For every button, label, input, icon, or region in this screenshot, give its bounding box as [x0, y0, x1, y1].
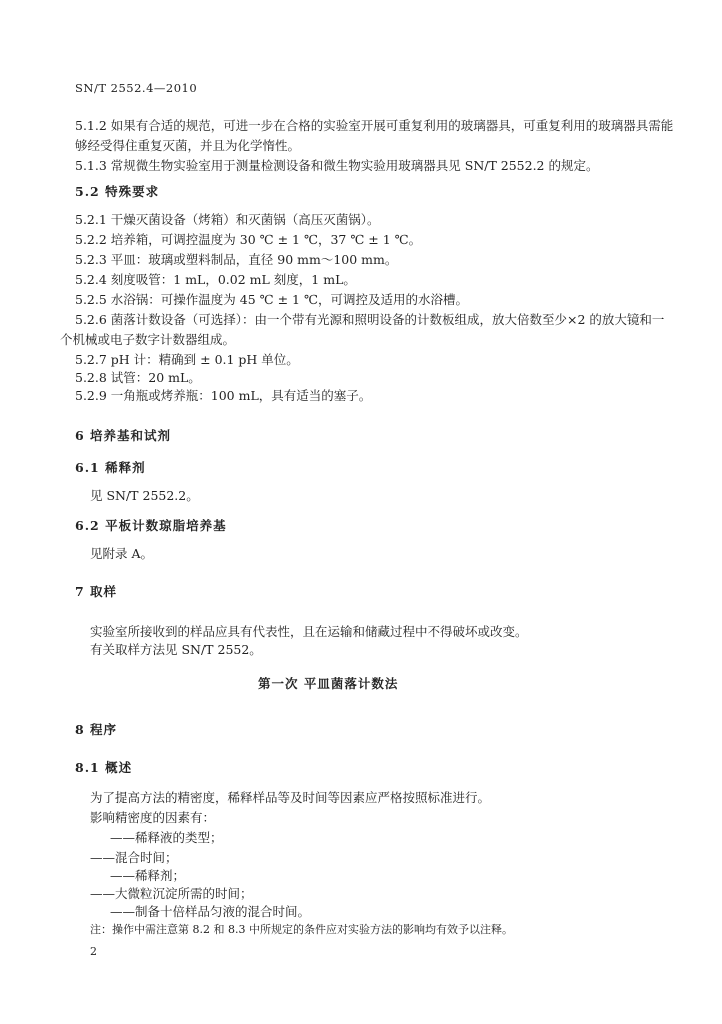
item-5-2-4: 5.2.4 刻度吸管：1 mL，0.02 mL 刻度，1 mL。	[75, 272, 356, 287]
item-5-2-2: 5.2.2 培养箱，可调控温度为 30 ℃ ± 1 ℃，37 ℃ ± 1 ℃。	[75, 232, 422, 247]
heading-8-1: 8.1 概述	[75, 760, 133, 775]
para-5-1-2-line2: 够经受得住重复灭菌，并且为化学惰性。	[75, 138, 301, 153]
item-5-2-3: 5.2.3 平皿：玻璃或塑料制品，直径 90 mm～100 mm。	[75, 252, 398, 267]
heading-6: 6 培养基和试剂	[75, 428, 172, 443]
heading-6-2: 6.2 平板计数琼脂培养基	[75, 518, 227, 533]
factor-item: ——制备十倍样品匀液的混合时间。	[110, 904, 311, 919]
heading-8: 8 程序	[75, 722, 118, 737]
para-6-1: 见 SN/T 2552.2。	[90, 488, 199, 503]
factor-item: ——混合时间；	[90, 850, 178, 865]
item-5-2-5: 5.2.5 水浴锅：可操作温度为 45 ℃ ± 1 ℃，可调控及适用的水浴槽。	[75, 292, 468, 307]
para-8-1-factors: 影响精密度的因素有：	[90, 810, 216, 825]
para-5-1-3: 5.1.3 常规微生物实验室用于测量检测设备和微生物实验用玻璃器具见 SN/T 2552.2 的规定。	[75, 158, 599, 173]
item-5-2-1: 5.2.1 干燥灭菌设备（烤箱）和灭菌锅（高压灭菌锅）。	[75, 212, 380, 227]
heading-7: 7 取样	[75, 584, 118, 599]
header-code: SN/T 2552.4—2010	[75, 81, 198, 95]
note: 注：操作中需注意第 8.2 和 8.3 中所规定的条件应对实验方法的影响均有效予以注释。	[90, 923, 513, 936]
para-5-1-2-line1: 5.1.2 如果有合适的规范，可进一步在合格的实验室开展可重复利用的玻璃器具，可重复利用的玻璃器具需能	[75, 118, 674, 133]
para-7-line2: 有关取样方法见 SN/T 2552。	[90, 642, 262, 657]
item-5-2-7: 5.2.7 pH 计：精确到 ± 0.1 pH 单位。	[75, 352, 299, 367]
factor-item: ——大微粒沉淀所需的时间；	[90, 886, 253, 901]
item-5-2-6-line2: 个机械或电子数字计数器组成。	[60, 332, 236, 347]
factor-item: ——稀释剂；	[110, 868, 186, 883]
heading-6-1: 6.1 稀释剂	[75, 460, 146, 475]
factor-item: ——稀释液的类型；	[110, 830, 223, 845]
item-5-2-9: 5.2.9 一角瓶或烤养瓶：100 mL，具有适当的塞子。	[75, 388, 372, 403]
part-title: 第一次 平皿菌落计数法	[258, 676, 399, 691]
item-5-2-6-line1: 5.2.6 菌落计数设备（可选择）：由一个带有光源和照明设备的计数板组成，放大倍数至少×2 的放大镜和一	[75, 312, 665, 327]
para-8-1: 为了提高方法的精密度，稀释样品等及时间等因素应严格按照标准进行。	[90, 790, 491, 805]
para-6-2: 见附录 A。	[90, 546, 154, 561]
para-7-line1: 实验室所接收到的样品应具有代表性，且在运输和储藏过程中不得破坏或改变。	[90, 624, 528, 639]
page-number: 2	[90, 945, 97, 958]
heading-5-2: 5.2 特殊要求	[75, 184, 160, 199]
item-5-2-8: 5.2.8 试管：20 mL。	[75, 370, 201, 385]
